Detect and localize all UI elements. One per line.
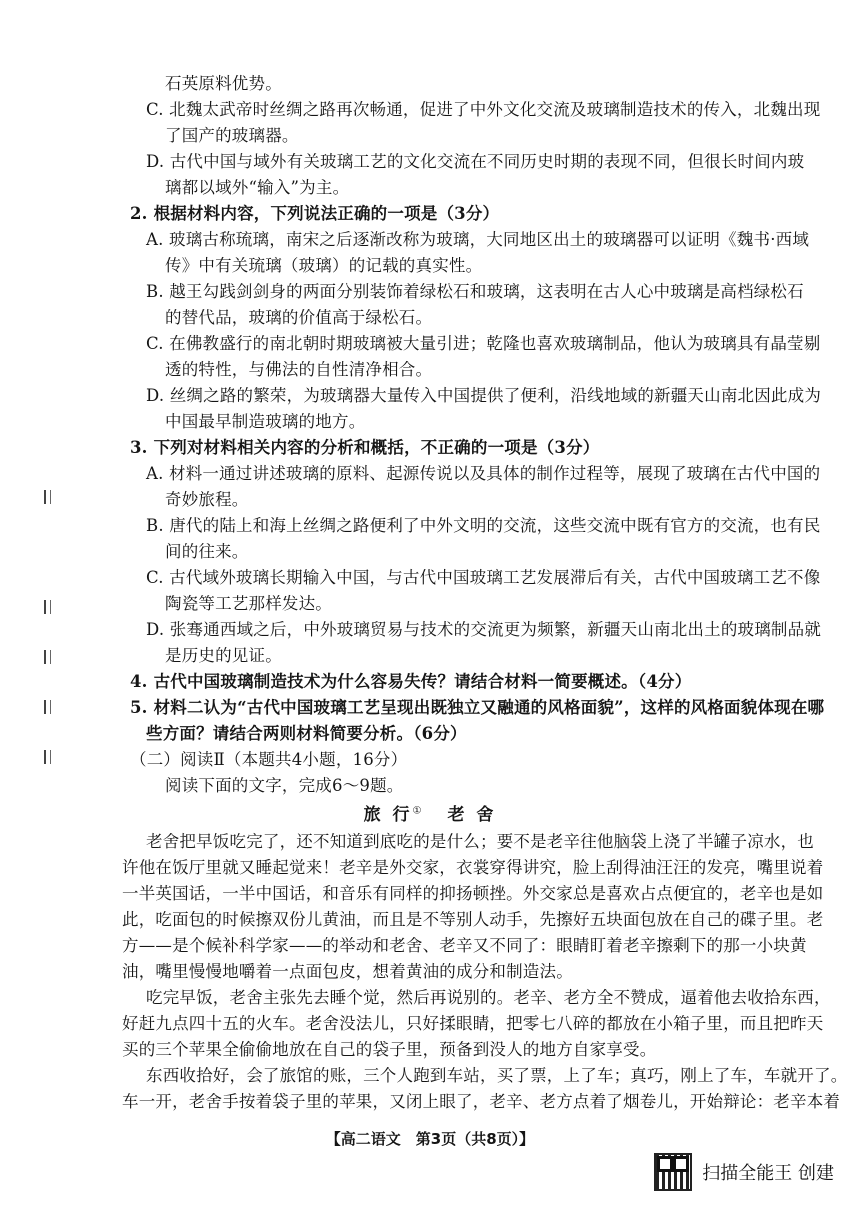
text-line: D. 丝绸之路的繁荣，为玻璃器大量传入中国提供了便利，沿线地域的新疆天山南北因此成为 [146,386,822,405]
text-line: 石英原料优势。 [165,74,282,93]
text-line: D. 古代中国与域外有关玻璃工艺的文化交流在不同历史时期的表现不同，但很长时间内玻 [146,152,805,171]
text-line: 车一开，老舍手按着袋子里的苹果，又闭上眼了，老辛、老方点着了烟卷儿，开始辩论：老辛本着 [122,1092,841,1111]
text-line: A. 材料一通过讲述玻璃的原料、起源传说以及具体的制作过程等，展现了玻璃在古代中国的 [146,464,821,483]
text-line: 东西收拾好，会了旅馆的账，三个人跑到车站，买了票，上了车；真巧，刚上了车，车就开了。 [146,1066,848,1085]
text-line: 好赶九点四十五的火车。老舍没法儿，只好揉眼睛，把零七八碎的都放在小箱子里，而且把昨天 [122,1014,824,1033]
text-line: 透的特性，与佛法的自性清净相合。 [165,360,433,379]
story-title-main: 旅 行 [363,805,413,825]
text-line: 方——是个候补科学家——的举动和老舍、老辛又不同了：眼睛盯着老辛擦剩下的那一小块黄 [122,936,807,955]
page-footer: 【高二语文 第3页（共8页）】 [325,1130,535,1148]
text-line: 老舍把早饭吃完了，还不知道到底吃的是什么；要不是老辛往他脑袋上浇了半罐子凉水，也 [146,832,814,851]
text-line: 买的三个苹果全偷偷地放在自己的袋子里，预备到没人的地方自家享受。 [122,1040,657,1059]
text-line: （二）阅读Ⅱ（本题共4小题，16分） [130,750,408,769]
story-author: 老 舍 [447,805,497,825]
story-title [0,800,860,825]
qr-code-icon [654,1153,692,1191]
text-line: 此，吃面包的时候擦双份儿黄油，而且是不等别人动手，先擦好五块面包放在自己的碟子里。老 [122,910,824,929]
text-line: 传》中有关琉璃（玻璃）的记载的真实性。 [165,256,483,275]
text-line: D. 张骞通西域之后，中外玻璃贸易与技术的交流更为频繁，新疆天山南北出土的玻璃制品就 [146,620,822,639]
text-line: 2. 根据材料内容，下列说法正确的一项是（3分） [130,204,500,223]
text-line: 奇妙旅程。 [165,490,249,509]
text-line: 中国最早制造玻璃的地方。 [165,412,366,431]
text-line: 4. 古代中国玻璃制造技术为什么容易失传？请结合材料一简要概述。（4分） [130,672,692,691]
text-line: C. 在佛教盛行的南北朝时期玻璃被大量引进；乾隆也喜欢玻璃制品，他认为玻璃具有晶莹剔 [146,334,821,353]
text-line: 吃完早饭，老舍主张先去睡个觉，然后再说别的。老辛、老方全不赞成，逼着他去收拾东西， [146,988,831,1007]
text-line: A. 玻璃古称琉璃，南宋之后逐渐改称为玻璃，大同地区出土的玻璃器可以证明《魏书·西域 [146,230,810,249]
binding-mark [44,490,51,504]
text-line: 间的往来。 [165,542,249,561]
binding-mark [44,700,51,714]
footnote-mark: ① [412,805,425,817]
text-line: C. 北魏太武帝时丝绸之路再次畅通，促进了中外文化交流及玻璃制造技术的传入，北魏出现 [146,100,821,119]
watermark-text: 扫描全能王 创建 [702,1163,834,1184]
text-line: 3. 下列对材料相关内容的分析和概括，不正确的一项是（3分） [130,438,600,457]
scanner-watermark [654,1153,834,1191]
text-line: 许他在饭厅里就又睡起觉来！老辛是外交家，衣裳穿得讲究，脸上刮得油汪汪的发亮，嘴里说着 [122,858,824,877]
binding-mark [44,750,51,764]
text-line: 陶瓷等工艺那样发达。 [165,594,332,613]
text-line: 璃都以域外“输入”为主。 [165,178,350,197]
binding-mark [44,600,51,614]
binding-mark [44,650,51,664]
text-line: 了国产的玻璃器。 [165,126,299,145]
text-line: 5. 材料二认为“古代中国玻璃工艺呈现出既独立又融通的风格面貌”，这样的风格面貌体现在哪 [130,698,825,717]
text-line: 的替代品，玻璃的价值高于绿松石。 [165,308,433,327]
text-line: 些方面？请结合两则材料简要分析。（6分） [146,724,467,743]
text-line: 一半英国话，一半中国话，和音乐有同样的抑扬顿挫。外交家总是喜欢占点便宜的，老辛也是如 [122,884,824,903]
text-line: 阅读下面的文字，完成6～9题。 [165,776,404,795]
text-line: 是历史的见证。 [165,646,282,665]
text-line: C. 古代域外玻璃长期输入中国，与古代中国玻璃工艺发展滞后有关，古代中国玻璃工艺不像 [146,568,821,587]
text-line: B. 越王勾践剑剑身的两面分别装饰着绿松石和玻璃，这表明在古人心中玻璃是高档绿松石 [146,282,804,301]
text-line: B. 唐代的陆上和海上丝绸之路便利了中外文明的交流，这些交流中既有官方的交流，也有民 [146,516,821,535]
text-line: 油，嘴里慢慢地嚼着一点面包皮，想着黄油的成分和制造法。 [122,962,573,981]
